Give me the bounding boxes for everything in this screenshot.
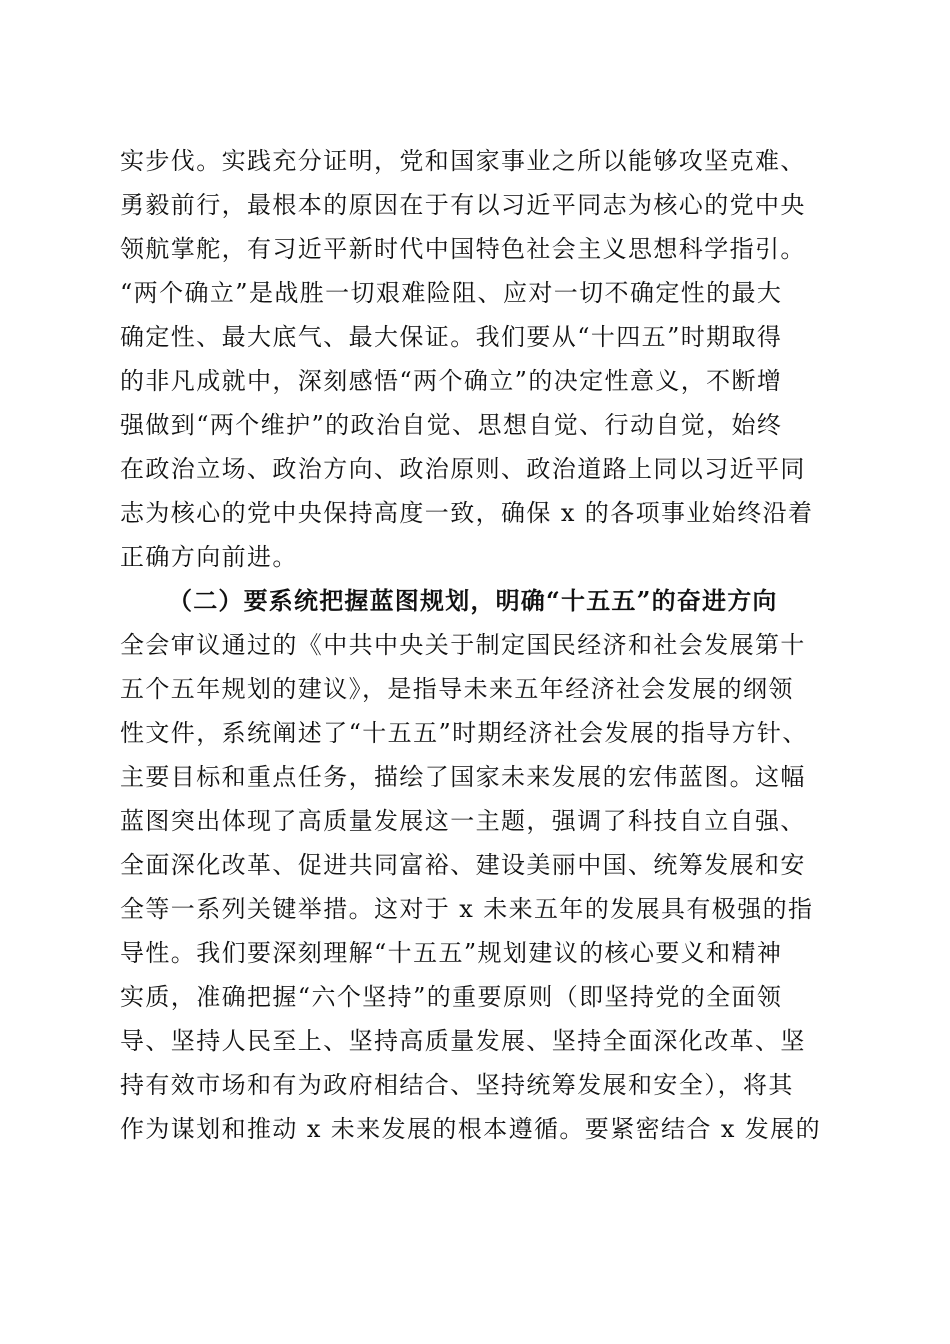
paragraph-line: 全面深化改革、促进共同富裕、建设美丽中国、统筹发展和安 — [120, 851, 806, 879]
paragraph-line: 全等一系列关键举措。这对于 x 未来五年的发展具有极强的指 — [120, 895, 814, 923]
paragraph-line: 蓝图突出体现了高质量发展这一主题，强调了科技自立自强、 — [120, 807, 806, 835]
paragraph-line: 作为谋划和推动 x 未来发展的根本遵循。要紧密结合 x 发展的 — [120, 1115, 821, 1143]
paragraph-line: 领航掌舵，有习近平新时代中国特色社会主义思想科学指引。 — [120, 235, 806, 263]
paragraph-line: 导性。我们要深刻理解“十五五”规划建议的核心要义和精神 — [120, 939, 783, 967]
section-heading: （二）要系统把握蓝图规划，明确“十五五”的奋进方向 — [168, 586, 778, 615]
paragraph-line: 在政治立场、政治方向、政治原则、政治道路上同以习近平同 — [120, 455, 806, 483]
paragraph-line: 志为核心的党中央保持高度一致，确保 x 的各项事业始终沿着 — [120, 499, 814, 527]
paragraph-line: 全会审议通过的《中共中央关于制定国民经济和社会发展第十 — [120, 631, 806, 659]
paragraph-line: 勇毅前行，最根本的原因在于有以习近平同志为核心的党中央 — [120, 191, 806, 219]
paragraph-line: 强做到“两个维护”的政治自觉、思想自觉、行动自觉，始终 — [120, 411, 783, 439]
paragraph-line: 性文件，系统阐述了“十五五”时期经济社会发展的指导方针、 — [120, 719, 808, 747]
paragraph-line: 导、坚持人民至上、坚持高质量发展、坚持全面深化改革、坚 — [120, 1027, 806, 1055]
paragraph-line: 实质，准确把握“六个坚持”的重要原则（即坚持党的全面领 — [120, 983, 783, 1011]
paragraph-line: 实步伐。实践充分证明，党和国家事业之所以能够攻坚克难、 — [120, 147, 806, 175]
paragraph-line: 正确方向前进。 — [120, 543, 298, 571]
paragraph-line: 主要目标和重点任务，描绘了国家未来发展的宏伟蓝图。这幅 — [120, 763, 806, 791]
paragraph-line: “两个确立”是战胜一切艰难险阻、应对一切不确定性的最大 — [120, 279, 783, 307]
paragraph-line: 五个五年规划的建议》，是指导未来五年经济社会发展的纲领 — [120, 675, 794, 703]
paragraph-line: 确定性、最大底气、最大保证。我们要从“十四五”时期取得 — [120, 323, 783, 351]
paragraph-line: 的非凡成就中，深刻感悟“两个确立”的决定性意义，不断增 — [120, 367, 783, 395]
paragraph-line: 持有效市场和有为政府相结合、坚持统筹发展和安全），将其 — [120, 1071, 794, 1099]
